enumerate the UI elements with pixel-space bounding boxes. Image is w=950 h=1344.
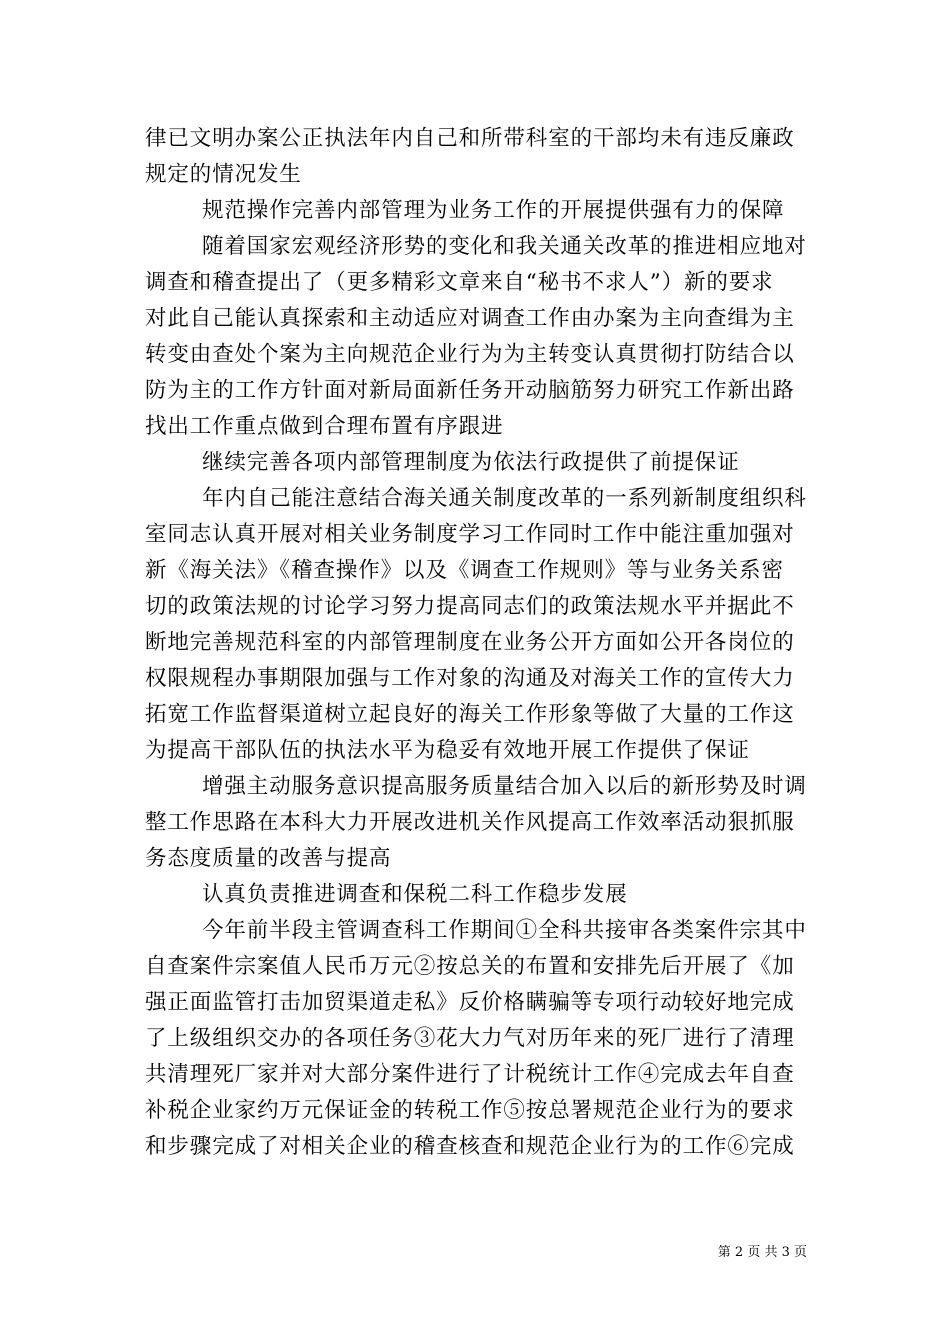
section-heading: 规范操作完善内部管理为业务工作的开展提供强有力的保障 [202, 198, 785, 223]
paragraph-first-line: 年内自己能注意结合海关通关制度改革的一系列新制度组织科 [202, 486, 807, 511]
text-line: 律已文明办案公正执法年内自己和所带科室的干部均未有违反廉政 [145, 126, 795, 151]
paragraph-first-line: 随着国家宏观经济形势的变化和我关通关改革的推进相应地对 [202, 234, 807, 259]
text-line: 共清理死厂家并对大部分案件进行了计税统计工作④完成去年自查 [145, 1062, 795, 1087]
text-line: 调查和稽查提出了（更多精彩文章来自“秘书不求人”）新的要求 [145, 270, 774, 295]
text-line: 找出工作重点做到合理布置有序跟进 [145, 414, 504, 439]
text-line: 补税企业家约万元保证金的转税工作⑤按总署规范企业行为的要求 [145, 1098, 795, 1123]
paragraph-first-line: 增强主动服务意识提高服务质量结合加入以后的新形势及时调 [202, 774, 807, 799]
text-line: 和步骤完成了对相关企业的稽查核查和规范企业行为的工作⑥完成 [145, 1134, 795, 1159]
text-line: 对此自己能认真探索和主动适应对调查工作由办案为主向查缉为主 [145, 306, 795, 331]
text-line: 断地完善规范科室的内部管理制度在业务公开方面如公开各岗位的 [145, 630, 795, 655]
text-line: 防为主的工作方针面对新局面新任务开动脑筋努力研究工作新出路 [145, 378, 795, 403]
text-line: 新《海关法》《稽查操作》以及《调查工作规则》等与业务关系密 [145, 558, 784, 583]
text-line: 务态度质量的改善与提高 [145, 846, 392, 871]
text-line: 整工作思路在本科大力开展改进机关作风提高工作效率活动狠抓服 [145, 810, 795, 835]
section-heading: 认真负责推进调查和保税二科工作稳步发展 [202, 882, 628, 907]
text-line: 强正面监管打击加贸渠道走私》反价格瞒骗等专项行动较好地完成 [145, 990, 795, 1015]
text-line: 切的政策法规的讨论学习努力提高同志们的政策法规水平并据此不 [145, 594, 795, 619]
document-body [145, 121, 807, 1165]
text-line: 权限规程办事期限加强与工作对象的沟通及对海关工作的宣传大力 [145, 666, 795, 691]
text-line: 室同志认真开展对相关业务制度学习工作同时工作中能注重加强对 [145, 522, 795, 547]
text-line: 规定的情况发生 [145, 162, 302, 187]
text-line: 了上级组织交办的各项任务③花大力气对历年来的死厂进行了清理 [145, 1026, 795, 1051]
paragraph-first-line: 今年前半段主管调查科工作期间①全科共接审各类案件宗其中 [202, 918, 807, 943]
text-line: 为提高干部队伍的执法水平为稳妥有效地开展工作提供了保证 [145, 738, 750, 763]
page-number-footer: 第 2 页 共 3 页 [717, 1245, 807, 1260]
text-line: 拓宽工作监督渠道树立起良好的海关工作形象等做了大量的工作这 [145, 702, 795, 727]
section-heading: 继续完善各项内部管理制度为依法行政提供了前提保证 [202, 450, 740, 475]
text-line: 自查案件宗案值人民币万元②按总关的布置和安排先后开展了《加 [145, 954, 795, 979]
text-line: 转变由查处个案为主向规范企业行为为主转变认真贯彻打防结合以 [145, 342, 795, 367]
